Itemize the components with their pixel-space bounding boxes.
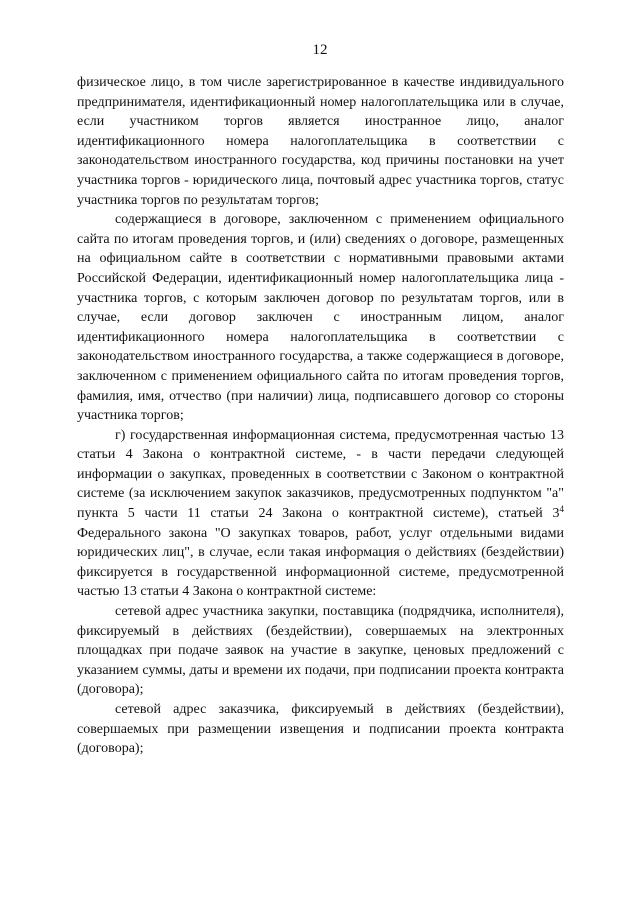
paragraph-continuation: физическое лицо, в том числе зарегистрированное в качестве индивидуального предпринимателя, идентификационный номер налогоплательщика или в случае, если участником торгов является иностранное лицо, аналог идентификационного номера налогоплательщика в соответствии с законодательством иностранного государства, код причины постановки на учет участника торгов - юридического лица, почтовый адрес участника торгов, статус участника торгов по результатам торгов; (77, 75, 564, 208)
paragraph-item-g (77, 426, 564, 602)
paragraph-contract-info: содержащиеся в договоре, заключенном с применением официального сайта по итогам проведения торгов, и (или) сведениях о договоре, размещенных на официальном сайте в соответствии с нормативными правовыми актами Российской Федерации, идентификационный номер налогоплательщика лица - участника торгов, с которым заключен договор по результатам торгов, или в случае, если договор заключен с иностранным лицом, аналог идентификационного номера налогоплательщика в соответствии с законодательством иностранного государства, а также содержащиеся в договоре, заключенном с применением официального сайта по итогам проведения торгов, фамилия, имя, отчество (при наличии) лица, подписавшего договор со стороны участника торгов; (77, 212, 564, 424)
document-body (77, 73, 564, 759)
paragraph-item-g-text-start: г) государственная информационная система, предусмотренная частью 13 статьи 4 Закона о контрактной системе, - в части передачи следующей информации о закупках, проведенных в соответствии с Законом о контрактной системе (за исключением закупок заказчиков, предусмотренных подпунктом "а" пункта 5 части 11 статьи 24 Закона о контрактной системе), статьей 3 (77, 427, 564, 522)
paragraph-participant-address: сетевой адрес участника закупки, поставщика (подрядчика, исполнителя), фиксируемый в действиях (бездействии), совершаемых на электронных площадках при подаче заявок на участие в закупке, ценовых предложений с указанием суммы, даты и времени их подачи, при подписании проекта контракта (договора); (77, 604, 564, 698)
paragraph-item-g-text-end: Федерального закона "О закупках товаров, работ, услуг отдельными видами юридических лиц", в случае, если такая информация о действиях (бездействии) фиксируется в государственной информационной системе, предусмотренной частью 13 статьи 4 Закона о контрактной системе: (77, 525, 564, 600)
superscript-4: 4 (559, 504, 564, 515)
paragraph-customer-address: сетевой адрес заказчика, фиксируемый в действиях (бездействии), совершаемых при размещении извещения и подписании проекта контракта (договора); (77, 702, 564, 757)
page-number: 12 (312, 42, 328, 58)
